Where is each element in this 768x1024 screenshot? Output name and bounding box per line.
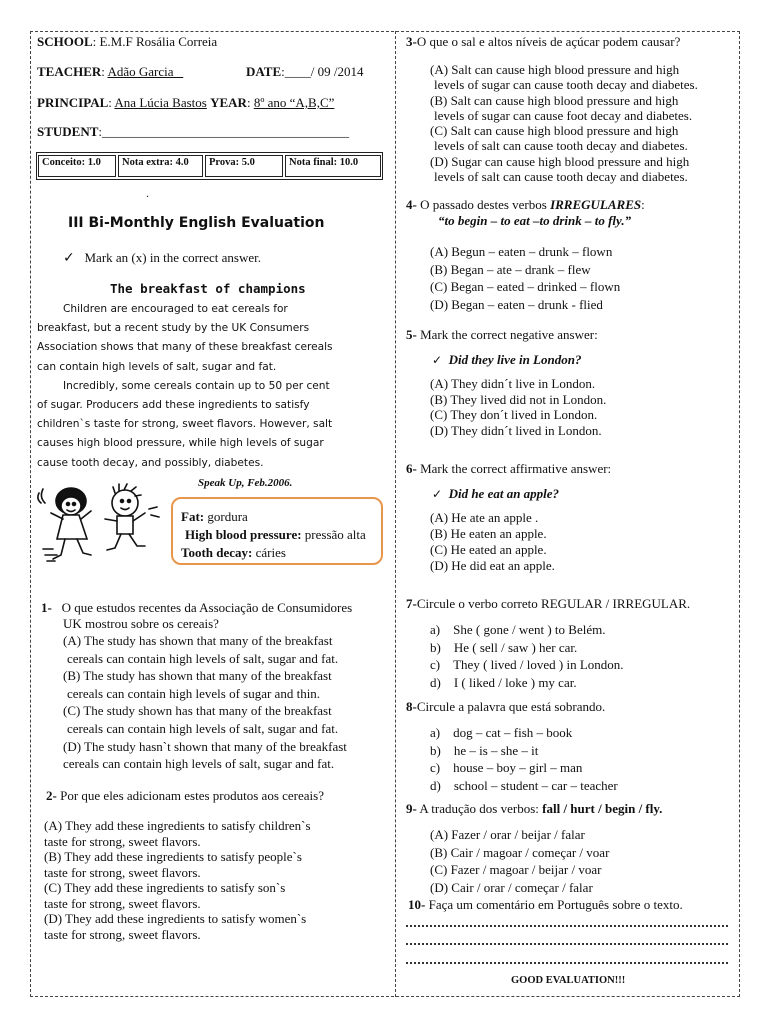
option-b — [430, 742, 618, 760]
option-b[interactable]: (B) Cair / magoar / começar / voar — [430, 844, 610, 860]
question-4-verbs: “to begin – to eat –to drink – to fly.” — [438, 213, 632, 228]
option-a-cont: cereals can contain high levels of salt, sugar and fat. — [67, 650, 339, 666]
question-2-number: 2- — [46, 788, 57, 803]
teacher-line — [37, 64, 183, 80]
question-6-prompt — [432, 486, 559, 502]
reading-line: causes high blood pressure, while high levels of sugar — [37, 437, 324, 450]
question-9-options — [430, 826, 609, 896]
reading-source: Speak Up, Feb.2006. — [198, 477, 293, 489]
footer-text: GOOD EVALUATION!!! — [511, 975, 626, 986]
option-a[interactable]: (A) Fazer / orar / beijar / falar — [430, 827, 585, 842]
question-5-text: Mark the correct negative answer: — [416, 327, 598, 342]
question-6-text: Mark the correct affirmative answer: — [416, 461, 612, 476]
question-9-number: 9- — [406, 801, 417, 816]
question-2 — [46, 788, 391, 804]
option-d — [430, 674, 624, 692]
question-2-text: Por que eles adicionam estes produtos aos cereais? — [56, 788, 324, 803]
option-c[interactable]: (C) He eated an apple. — [430, 542, 547, 557]
question-10-number: 10- — [408, 897, 426, 912]
question-1-text-2: UK mostrou sobre os cereais? — [63, 616, 219, 631]
grade-prova: Prova: 5.0 — [205, 155, 283, 177]
grade-nota-extra: Nota extra: 4.0 — [118, 155, 203, 177]
teacher-value: Adão Garcia — [107, 64, 174, 79]
dot-mark: . — [146, 186, 149, 200]
question-6-prompt-text: Did he eat an apple? — [448, 486, 560, 501]
option-a[interactable]: (A) The study has shown that many of the breakfast — [63, 633, 333, 648]
check-icon: ✓ — [432, 353, 443, 367]
column-divider — [395, 31, 396, 997]
question-9-text: A tradução dos verbos: — [416, 801, 543, 816]
glossary-tooth-label: Tooth decay: — [181, 545, 253, 560]
option-d[interactable]: (D) Sugar can cause high blood pressure and high — [430, 153, 690, 169]
question-8 — [406, 699, 605, 715]
question-4 — [406, 197, 645, 213]
option-a[interactable]: (A) Begun – eaten – drunk – flown — [430, 244, 613, 259]
question-6-number: 6- — [406, 461, 417, 476]
option-c[interactable]: (C) Fazer / magoar / beijar / voar — [430, 862, 602, 877]
question-6-options — [430, 510, 555, 574]
option-text[interactable]: She ( gone / went ) to Belém. — [453, 622, 606, 637]
grade-nota-final: Nota final: 10.0 — [285, 155, 381, 177]
student-label: STUDENT — [37, 124, 99, 139]
question-4-options — [430, 243, 620, 313]
option-letter: a) — [430, 622, 441, 637]
question-4-text: O passado destes verbos — [416, 197, 551, 212]
question-8-number: 8- — [406, 699, 417, 714]
reading-line: Association shows that many of these breakfast cereals — [37, 341, 333, 354]
school-value: : E.M.F Rosália Correia — [92, 34, 218, 49]
glossary-box — [171, 497, 383, 565]
teacher-label: TEACHER — [37, 64, 102, 79]
question-1 — [41, 600, 386, 773]
question-9 — [406, 801, 662, 817]
option-b[interactable]: (B) They add these ingredients to satisfy people`s — [44, 849, 302, 864]
year-label: YEAR — [210, 95, 247, 110]
question-5-number: 5- — [406, 327, 417, 342]
option-text[interactable]: house – boy – girl – man — [453, 760, 583, 776]
question-7 — [406, 596, 690, 612]
year-sep: : — [246, 95, 254, 110]
reading-line: cause tooth decay, and possibly, diabetes. — [37, 456, 264, 469]
question-3-options — [430, 62, 735, 184]
option-c — [430, 656, 624, 674]
glossary-hbp-value: pressão alta — [301, 527, 366, 542]
check-icon: ✓ — [432, 487, 443, 501]
reading-line: of sugar. Producers add these ingredients to satisfy — [37, 399, 310, 412]
school-line — [37, 34, 217, 50]
reading-line: children`s taste for strong, sweet flavors. However, salt — [37, 418, 333, 431]
option-letter: c) — [430, 760, 441, 776]
instruction-text: Mark an (x) in the correct answer. — [84, 250, 261, 265]
glossary-fat-label: Fat: — [181, 509, 205, 524]
option-a — [430, 724, 618, 742]
option-b[interactable]: (B) Began – ate – drank – flew — [430, 261, 591, 277]
option-d[interactable]: (D) He did eat an apple. — [430, 558, 555, 573]
option-a-cont: levels of sugar can cause tooth decay and diabetes. — [434, 77, 698, 93]
answer-line[interactable] — [406, 943, 728, 945]
page-title: III Bi-Monthly English Evaluation — [68, 215, 325, 231]
option-b-cont: cereals can contain high levels of sugar and thin. — [67, 685, 321, 701]
option-c[interactable]: (C) They don´t lived in London. — [430, 407, 598, 423]
option-a-cont: taste for strong, sweet flavors. — [44, 833, 201, 849]
question-5-prompt — [432, 352, 581, 368]
principal-label: PRINCIPAL — [37, 95, 109, 110]
question-3-text: O que o sal e altos níveis de açúcar podem causar? — [416, 34, 681, 49]
reading-line: breakfast, but a recent study by the UK Consumers — [37, 322, 310, 335]
principal-line — [37, 95, 334, 111]
question-1-options — [41, 632, 386, 773]
grades-table — [36, 152, 383, 180]
date-line — [246, 64, 364, 80]
option-b — [430, 639, 624, 657]
glossary-fat-value: gordura — [204, 509, 248, 524]
option-letter: a) — [430, 725, 441, 740]
option-d[interactable]: (D) The study hasn`t shown that many of the breakfast — [63, 738, 347, 754]
option-c[interactable]: (C) The study shown has that many of the breakfast — [63, 703, 332, 719]
option-text[interactable]: school – student – car – teacher — [453, 777, 618, 793]
question-3-number: 3- — [406, 34, 417, 49]
question-2-options — [44, 818, 389, 942]
option-b[interactable]: (B) He eaten an apple. — [430, 526, 547, 541]
year-value: 8º ano “A,B,C” — [253, 95, 335, 110]
question-10-text: Faça um comentário em Português sobre o texto. — [425, 897, 683, 912]
reading-line: Children are encouraged to eat cereals for — [63, 303, 288, 315]
question-7-number: 7- — [406, 596, 417, 611]
option-a — [430, 621, 624, 639]
option-d-cont: levels of salt can cause tooth decay and diabetes. — [434, 169, 688, 185]
reading-line: Incredibly, some cereals contain up to 50 per cent — [63, 379, 330, 392]
option-d[interactable]: (D) They add these ingredients to satisfy women`s — [44, 911, 307, 926]
option-letter: d) — [430, 674, 441, 690]
option-c[interactable]: (C) Salt can cause high blood pressure and high — [430, 123, 679, 139]
option-d-cont: cereals can contain high levels of salt, sugar and fat. — [63, 756, 335, 772]
question-5 — [406, 327, 598, 343]
option-text[interactable]: He ( sell / saw ) her car. — [453, 639, 578, 655]
principal-sep: : — [108, 95, 115, 110]
option-letter: d) — [430, 777, 441, 793]
answer-line[interactable] — [406, 962, 728, 964]
option-b-cont: taste for strong, sweet flavors. — [44, 864, 201, 880]
option-d — [430, 777, 618, 795]
option-b[interactable]: (B) The study has shown that many of the breakfast — [63, 668, 332, 684]
date-value: ____/ 09 /2014 — [284, 64, 364, 79]
option-c — [430, 759, 618, 777]
option-text[interactable]: he – is – she – it — [453, 742, 539, 758]
kids-running-illustration — [37, 479, 169, 575]
option-a[interactable]: (A) Salt can cause high blood pressure and high — [430, 62, 680, 77]
option-letter: c) — [430, 657, 441, 673]
option-c-cont: levels of salt can cause tooth decay and diabetes. — [434, 138, 688, 154]
question-5-prompt-text: Did they live in London? — [448, 352, 582, 367]
question-5-options — [430, 376, 606, 439]
option-c[interactable]: (C) Began – eated – drinked – flown — [430, 279, 621, 294]
option-c-cont: cereals can contain high levels of salt, sugar and fat. — [67, 720, 339, 736]
question-1-number: 1- — [41, 600, 52, 615]
option-text[interactable]: dog – cat – fish – book — [453, 725, 573, 740]
glossary-tooth-value: cáries — [252, 545, 286, 560]
student-blank[interactable]: :______________________________________ — [98, 124, 350, 139]
school-label: SCHOOL — [37, 34, 93, 49]
question-7-text: Circule o verbo correto REGULAR / IRREGULAR. — [416, 596, 691, 611]
option-d[interactable]: (D) Cair / orar / começar / falar — [430, 879, 593, 895]
option-d[interactable]: (D) They didn´t lived in London. — [430, 423, 602, 439]
answer-line[interactable] — [406, 925, 728, 927]
option-b[interactable]: (B) Salt can cause high blood pressure and high — [430, 92, 679, 108]
question-6 — [406, 461, 611, 477]
date-sep: : — [281, 64, 285, 79]
option-text[interactable]: I ( liked / loke ) my car. — [453, 674, 577, 690]
question-7-options — [430, 621, 624, 691]
question-8-text: Circule a palavra que está sobrando. — [416, 699, 606, 714]
question-4-number: 4- — [406, 197, 417, 212]
question-10 — [408, 897, 683, 913]
reading-text — [37, 300, 382, 473]
option-letter: b) — [430, 639, 441, 655]
question-9-emphasis: fall / hurt / begin / fly. — [542, 801, 663, 816]
question-8-options — [430, 724, 618, 794]
option-b[interactable]: (B) They lived did not in London. — [430, 391, 607, 407]
option-a[interactable]: (A) They add these ingredients to satisfy children`s — [44, 818, 311, 833]
glossary-hbp — [185, 527, 366, 543]
teacher-sep: : — [101, 64, 108, 79]
option-b-cont: levels of sugar can cause foot decay and diabetes. — [434, 107, 693, 123]
instruction — [63, 250, 261, 266]
grade-conceito: Conceito: 1.0 — [38, 155, 116, 177]
option-c[interactable]: (C) They add these ingredients to satisfy son`s — [44, 880, 286, 895]
principal-value: Ana Lúcia Bastos — [114, 95, 207, 110]
question-1-text: O que estudos recentes da Associação de Consumidores — [61, 600, 353, 615]
option-text[interactable]: They ( lived / loved ) in London. — [453, 657, 624, 673]
option-a[interactable]: (A) He ate an apple . — [430, 510, 539, 525]
option-d[interactable]: (D) Began – eaten – drunk - flied — [430, 296, 603, 312]
glossary-fat — [181, 509, 248, 525]
option-d-cont: taste for strong, sweet flavors. — [44, 926, 201, 942]
question-4-colon: : — [641, 197, 645, 212]
glossary-tooth — [181, 545, 286, 561]
reading-line: can contain high levels of salt, sugar and fat. — [37, 360, 277, 373]
date-label: DATE — [246, 64, 282, 79]
reading-heading: The breakfast of champions — [110, 281, 306, 296]
option-c-cont: taste for strong, sweet flavors. — [44, 895, 201, 911]
question-4-emphasis: IRREGULARES — [550, 197, 642, 212]
student-line — [37, 124, 349, 140]
check-icon: ✓ — [63, 250, 75, 266]
question-3 — [406, 34, 680, 50]
option-a[interactable]: (A) They didn´t live in London. — [430, 376, 596, 391]
glossary-hbp-label: High blood pressure: — [185, 527, 302, 542]
option-letter: b) — [430, 742, 441, 758]
